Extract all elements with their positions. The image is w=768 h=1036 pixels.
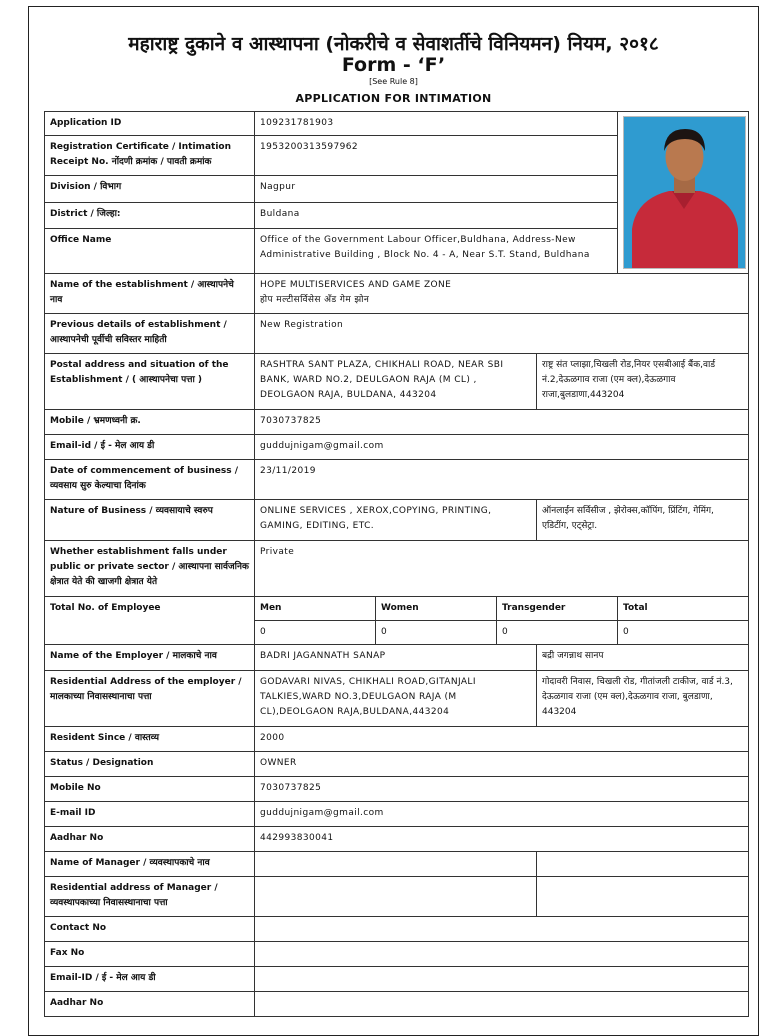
form-subtitle: APPLICATION FOR INTIMATION xyxy=(295,92,492,105)
value-mobile: 7030737825 xyxy=(255,410,749,435)
label-fax: Fax No xyxy=(45,942,255,967)
label-aadhar: Aadhar No xyxy=(45,827,255,852)
form-page xyxy=(28,6,759,1036)
value-total: 0 xyxy=(618,621,749,645)
label-sector: Whether establishment falls under public or private sector / आस्थापना सार्वजनिक क्षेत्रात येते की खाजगी क्षेत्रात येते xyxy=(45,541,255,597)
value-nature-of-business: ONLINE SERVICES , XEROX,COPYING, PRINTING, GAMING, EDITING, ETC. xyxy=(255,500,537,541)
label-office: Office Name xyxy=(45,228,255,273)
label-email: Email-id / ई - मेल आय डी xyxy=(45,435,255,460)
label-employer-name: Name of the Employer / मालकाचे नाव xyxy=(45,645,255,671)
value-employer-name-mr: बद्री जगन्नाथ सानप xyxy=(537,645,749,671)
value-fax xyxy=(255,942,749,967)
value-manager-name-mr xyxy=(537,852,749,877)
row-commencement xyxy=(45,460,749,500)
row-manager-email xyxy=(45,967,749,992)
label-establishment-name: Name of the establishment / आस्थापनेचे नाव xyxy=(45,274,255,314)
value-application-id: 109231781903 xyxy=(255,112,618,136)
label-mobile: Mobile / भ्रमणध्वनी क्र. xyxy=(45,410,255,435)
establishment-name-mr: होप मल्टीसर्विसेस अँड गेम झोन xyxy=(260,295,370,305)
row-manager-address xyxy=(45,877,749,917)
label-nature-of-business: Nature of Business / व्यवसायाचे स्वरुप xyxy=(45,500,255,541)
label-employer-address: Residential Address of the employer / मालकाच्या निवासस्थानाचा पत्ता xyxy=(45,671,255,727)
row-manager-aadhar xyxy=(45,992,749,1017)
header-total: Total xyxy=(618,597,749,621)
label-status: Status / Designation xyxy=(45,752,255,777)
form-number: Form - ‘F’ xyxy=(341,54,446,76)
row-previous-details xyxy=(45,314,749,354)
row-aadhar xyxy=(45,827,749,852)
value-manager-address xyxy=(255,877,537,917)
value-previous-details: New Registration xyxy=(255,314,749,354)
row-establishment-name xyxy=(45,274,749,314)
value-aadhar: 442993830041 xyxy=(255,827,749,852)
row-resident-since xyxy=(45,727,749,752)
row-sector xyxy=(45,541,749,597)
row-contact xyxy=(45,917,749,942)
header-women: Women xyxy=(376,597,497,621)
form-header xyxy=(29,33,758,105)
label-contact: Contact No xyxy=(45,917,255,942)
value-postal-address-mr: राष्ट्र संत प्लाझा,चिखली रोड,नियर एसबीआई बैंक,वार्ड नं.2,देऊळगाव राजा (एम क्ल),देऊळगाव राजा,बुलडाणा,443204 xyxy=(537,354,749,410)
label-commencement: Date of commencement of business / व्यवसाय सुरु केल्याचा दिनांक xyxy=(45,460,255,500)
value-postal-address: RASHTRA SANT PLAZA, CHIKHALI ROAD, NEAR SBI BANK, WARD NO.2, DEULGAON RAJA (M CL) , DEOLGAON RAJA, BULDANA, 443204 xyxy=(255,354,537,410)
value-contact xyxy=(255,917,749,942)
label-employer-email: E-mail ID xyxy=(45,802,255,827)
row-manager-name xyxy=(45,852,749,877)
label-manager-aadhar: Aadhar No xyxy=(45,992,255,1017)
row-status xyxy=(45,752,749,777)
value-commencement: 23/11/2019 xyxy=(255,460,749,500)
label-total-employees: Total No. of Employee xyxy=(45,597,255,645)
label-district: District / जिल्हा: xyxy=(45,202,255,228)
value-manager-name xyxy=(255,852,537,877)
row-nature-of-business xyxy=(45,500,749,541)
value-status: OWNER xyxy=(255,752,749,777)
row-mobile xyxy=(45,410,749,435)
value-employer-address-mr: गोदावरी निवास, चिखली रोड, गीतांजली टाकीज, वार्ड नं.3, देऊळगाव राजा (एम क्ल),देऊळगाव राजा, बुलडाणा, 443204 xyxy=(537,671,749,727)
applicant-photo xyxy=(623,116,746,269)
row-employee-headers xyxy=(45,597,749,621)
form-title-marathi: महाराष्ट्र दुकाने व आस्थापना (नोकरीचे व सेवाशर्तीचे विनियमन) नियम, २०१८ xyxy=(128,33,659,55)
value-manager-email xyxy=(255,967,749,992)
value-office: Office of the Government Labour Officer,Buldhana, Address-New Administrative Building , Block No. 4 - A, Near S.T. Stand, Buldhana xyxy=(255,228,618,273)
label-postal-address: Postal address and situation of the Establishment / ( आस्थापनेचा पत्ता ) xyxy=(45,354,255,410)
label-employer-mobile: Mobile No xyxy=(45,777,255,802)
row-email xyxy=(45,435,749,460)
value-establishment-name xyxy=(255,274,749,314)
label-registration: Registration Certificate / Intimation Receipt No. नोंदणी क्रमांक / पावती क्रमांक xyxy=(45,136,255,176)
row-employer-mobile xyxy=(45,777,749,802)
value-transgender: 0 xyxy=(497,621,618,645)
row-employer-name xyxy=(45,645,749,671)
value-employer-email: guddujnigam@gmail.com xyxy=(255,802,749,827)
value-employer-mobile: 7030737825 xyxy=(255,777,749,802)
row-postal-address xyxy=(45,354,749,410)
value-sector: Private xyxy=(255,541,749,597)
value-manager-aadhar xyxy=(255,992,749,1017)
header-transgender: Transgender xyxy=(497,597,618,621)
value-employer-name: BADRI JAGANNATH SANAP xyxy=(255,645,537,671)
photo-cell xyxy=(618,112,749,274)
value-nature-of-business-mr: ऑनलाईन सर्विसीज , झेरोक्स,कॉपिंग, प्रिंटिंग, गेमिंग, एडिटींग, एट्सेट्रा. xyxy=(537,500,749,541)
rule-reference: [See Rule 8] xyxy=(369,77,418,86)
value-email: guddujnigam@gmail.com xyxy=(255,435,749,460)
value-registration: 1953200313597962 xyxy=(255,136,618,176)
row-employer-email xyxy=(45,802,749,827)
label-manager-email: Email-ID / ई - मेल आय डी xyxy=(45,967,255,992)
row-fax xyxy=(45,942,749,967)
value-division: Nagpur xyxy=(255,176,618,202)
value-district: Buldana xyxy=(255,202,618,228)
establishment-name-en: HOPE MULTISERVICES AND GAME ZONE xyxy=(260,280,452,290)
value-resident-since: 2000 xyxy=(255,727,749,752)
label-previous-details: Previous details of establishment / आस्थापनेची पूर्वीची सविस्तर माहिती xyxy=(45,314,255,354)
label-manager-name: Name of Manager / व्यवस्थापकाचे नाव xyxy=(45,852,255,877)
intimation-table xyxy=(44,111,749,1017)
label-division: Division / विभाग xyxy=(45,176,255,202)
value-men: 0 xyxy=(255,621,376,645)
label-application-id: Application ID xyxy=(45,112,255,136)
row-application-id xyxy=(45,112,749,136)
label-manager-address: Residential address of Manager / व्यवस्थापकाच्या निवासस्थानाचा पत्ता xyxy=(45,877,255,917)
value-employer-address: GODAVARI NIVAS, CHIKHALI ROAD,GITANJALI TALKIES,WARD NO.3,DEULGAON RAJA (M CL),DEOLGAON RAJA,BULDANA,443204 xyxy=(255,671,537,727)
header-men: Men xyxy=(255,597,376,621)
value-women: 0 xyxy=(376,621,497,645)
value-manager-address-mr xyxy=(537,877,749,917)
row-employer-address xyxy=(45,671,749,727)
label-resident-since: Resident Since / वास्तव्य xyxy=(45,727,255,752)
